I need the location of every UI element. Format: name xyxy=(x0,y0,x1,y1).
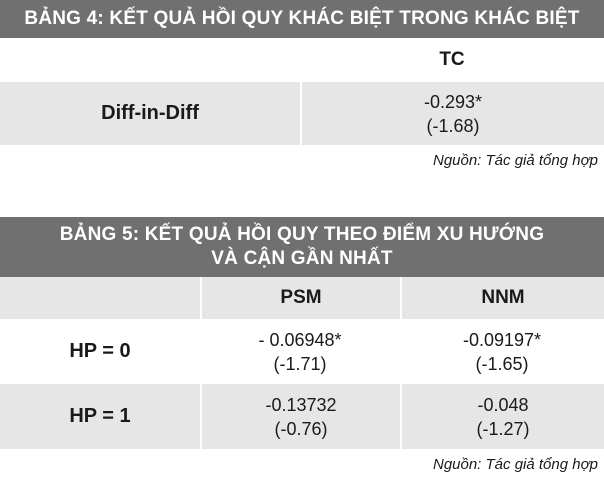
table5-row-label: HP = 1 xyxy=(69,405,131,427)
table5-title-line2: VÀ CẬN GẦN NHẤT xyxy=(211,248,393,269)
table4-tstat: (-1.68) xyxy=(426,115,480,136)
table5-row-label: HP = 0 xyxy=(69,340,131,362)
table5-psm-cell xyxy=(200,384,400,449)
table5-row-hp0 xyxy=(0,319,604,384)
psm-coef: -0.13732 xyxy=(265,394,337,415)
table5-source: Nguồn: Tác giả tổng hợp xyxy=(432,456,598,473)
nnm-coef: -0.09197* xyxy=(462,329,542,350)
table4-coef: -0.293* xyxy=(423,91,483,112)
table4-data-row xyxy=(0,82,604,145)
nnm-tstat: (-1.65) xyxy=(475,353,529,374)
table5-col-nnm: NNM xyxy=(400,277,604,319)
table4-header-row xyxy=(0,38,604,82)
table4-col-tc: TC xyxy=(439,49,465,70)
table5-title xyxy=(0,217,604,277)
table5-row-hp1 xyxy=(0,384,604,449)
psm-tstat: (-1.71) xyxy=(273,353,327,374)
table4-row-label: Diff-in-Diff xyxy=(101,102,199,124)
nnm-tstat: (-1.27) xyxy=(476,418,530,439)
nnm-coef: -0.048 xyxy=(477,394,529,415)
table5-nnm-cell xyxy=(400,319,604,384)
psm-coef: - 0.06948* xyxy=(258,329,342,350)
table5-col-psm: PSM xyxy=(200,277,400,319)
table4-source: Nguồn: Tác giả tổng hợp xyxy=(432,152,598,169)
table4-title: BẢNG 4: KẾT QUẢ HỒI QUY KHÁC BIỆT TRONG KHÁC BIỆT xyxy=(0,0,604,38)
table5-header-row xyxy=(0,277,604,319)
table5-psm-cell xyxy=(200,319,400,384)
psm-tstat: (-0.76) xyxy=(274,418,328,439)
table5-nnm-cell xyxy=(400,384,604,449)
table5-title-line1: BẢNG 5: KẾT QUẢ HỒI QUY THEO ĐIỂM XU HƯỚNG xyxy=(59,224,545,245)
table4-value-cell xyxy=(300,82,604,145)
